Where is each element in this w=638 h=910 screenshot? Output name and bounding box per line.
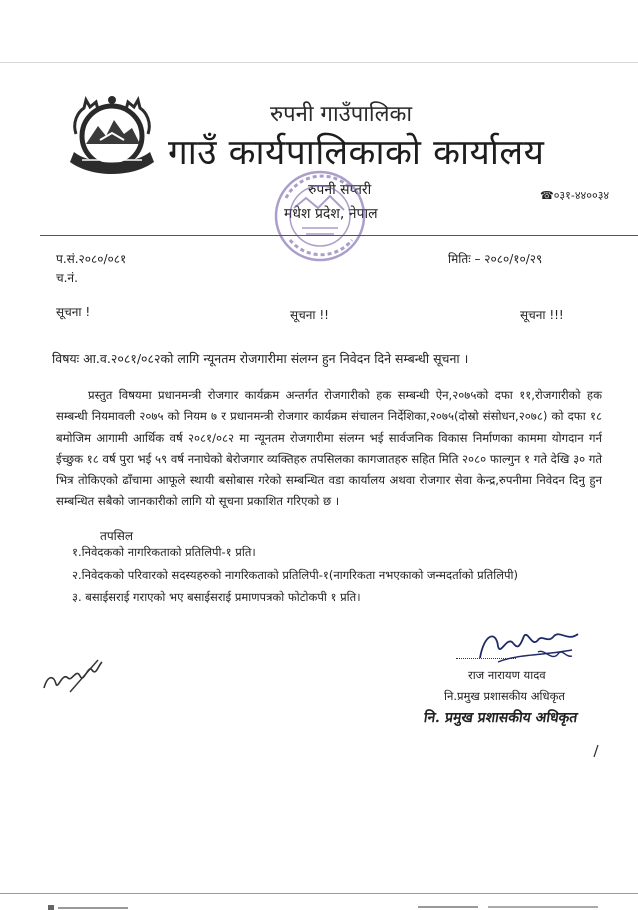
annex-title: तपसिल (100, 529, 134, 543)
handwritten-signature (468, 622, 588, 668)
header-divider (40, 235, 638, 236)
notice-label-1: सूचना ! (56, 305, 91, 319)
annex-item-1: १.निवेदकको नागरिकताको प्रतिलिपी-१ प्रति। (72, 545, 256, 559)
notice-label-2: सूचना !! (290, 308, 329, 322)
letter-date: मितिः – २०८०/१०/२९ (448, 252, 543, 266)
footer-scan-artifact (48, 900, 608, 910)
initials-signature (40, 654, 106, 696)
top-divider (0, 62, 638, 63)
bottom-divider (0, 893, 638, 894)
annex-item-3: ३. बसाईसराई गराएको भए बसाईसराई प्रमाणपत्रको फोटोकपी १ प्रति। (72, 590, 361, 604)
office-seal-stamp (272, 168, 368, 264)
subject-line: विषयः आ.व.२०८१/०८२को लागि न्यूनतम रोजगारीमा संलग्न हुन निवेदन दिने सम्बन्धी सूचना । (52, 351, 469, 366)
phone-number: ☎०३१-४४००३४ (540, 189, 610, 202)
reference-number: प.सं.२०८०/०८१ (56, 252, 127, 266)
notice-body (56, 385, 602, 513)
notice-label-3: सूचना !!! (520, 308, 564, 322)
signatory-title: नि.प्रमुख प्रशासकीय अधिकृत (444, 689, 565, 703)
office-name: गाउँ कार्यपालिकाको कार्यालय (168, 133, 545, 173)
address-line-2: मधेश प्रदेश, नेपाल (284, 206, 378, 222)
dispatch-number: च.नं. (56, 271, 78, 285)
body-paragraph: प्रस्तुत विषयमा प्रधानमन्त्री रोजगार कार्यक्रम अन्तर्गत रोजगारीको हक सम्बन्धी ऐन,२०७५को दफा ११,रोजगारीको हक सम्बन्धी नियमावली २०७५ को नियम ७ र प्रधानमन्त्री रोजगार कार्यक्रम संचालन निर्देशिका,२०७५(दोस्रो संसोधन,२०७८) को दफा १८ बमोजिम आगामी आर्थिक वर्ष २०८१/०८२ मा न्यूनतम रोजगारीमा संलग्न भई सार्वजनिक विकास निर्माणका काममा योगदान गर्न ईच्छुक १८ वर्ष पुरा भई ५९ वर्ष ननाघेको बेरोजगार व्यक्तिहरु तपसिलका कागजातहरु सहित मिति २०८० फाल्गुन १ गते देखि ३० गते भित्र तोकिएको ढाँचामा आफूले स्थायी बसोबास गरेको सम्बन्धित वडा कार्यालय अथवा रोजगार सेवा केन्द्र,रुपनीमा निवेदन दिनु हुन सम्बन्धित सबैको जानकारीको लागि यो सूचना प्रकाशित गरिएको छ । (56, 388, 602, 509)
signatory-stamp-text: नि. प्रमुख प्रशासकीय अधिकृत (422, 710, 579, 726)
pen-mark (592, 744, 600, 758)
address-line-1: रुपनी सप्तरी (308, 182, 372, 198)
municipality-name: रुपनी गाउँपालिका (270, 102, 413, 127)
signatory-name: राज नारायण यादव (468, 668, 546, 682)
nepal-emblem-logo (62, 92, 162, 182)
annex-item-2: २.निवेदकको परिवारको सदस्यहरुको नागरिकताको प्रतिलिपी-१(नागरिकता नभएकाको जन्मदर्ताको प्रतिलिपी) (72, 568, 519, 582)
signature-dotted-line (456, 658, 516, 660)
